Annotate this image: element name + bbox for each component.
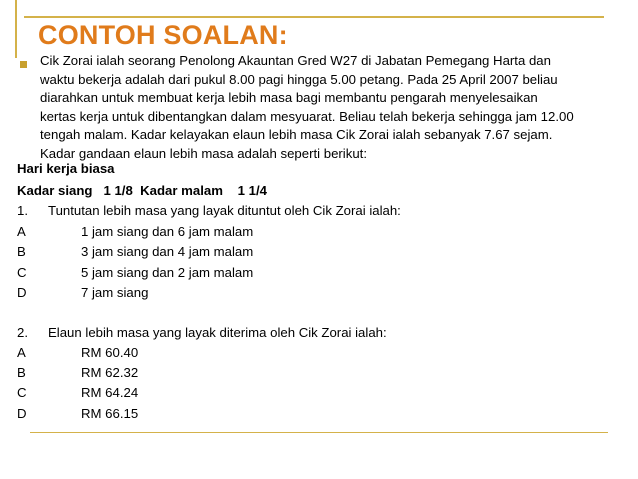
q1-option-c-text: 5 jam siang dan 2 jam malam	[81, 265, 254, 280]
square-bullet-icon	[20, 61, 27, 68]
slide-title: CONTOH SOALAN:	[38, 20, 288, 50]
paragraph-line: tengah malam. Kadar kelayakan elaun lebih masa Cik Zorai ialah sebanyak 7.67 sejam.	[40, 127, 553, 142]
q1-option-b-text: 3 jam siang dan 4 jam malam	[81, 244, 254, 259]
q1-option-a-letter: A	[17, 224, 26, 239]
paragraph-line: Cik Zorai ialah seorang Penolong Akauntan Gred W27 di Jabatan Pemegang Harta dan	[40, 53, 551, 68]
q1-option-b-letter: B	[17, 244, 26, 259]
hari-kerja-heading: Hari kerja biasa	[17, 161, 115, 176]
q2-option-a-letter: A	[17, 345, 26, 360]
q1-option-a-text: 1 jam siang dan 6 jam malam	[81, 224, 254, 239]
q2-option-b-text: RM 62.32	[81, 365, 139, 380]
question-1-text: Tuntutan lebih masa yang layak dituntut oleh Cik Zorai ialah:	[48, 203, 401, 218]
accent-bottom-line	[30, 432, 608, 433]
q1-option-d-text: 7 jam siang	[81, 285, 149, 300]
q2-option-d-text: RM 66.15	[81, 406, 139, 421]
question-1-number: 1.	[17, 203, 28, 218]
paragraph-line: kertas kerja untuk dibentangkan dalam mesyuarat. Beliau telah bekerja sehingga jam 12.00	[40, 108, 574, 124]
q2-option-c-letter: C	[17, 385, 27, 400]
q1-option-d-letter: D	[17, 285, 27, 300]
q2-option-c-text: RM 64.24	[81, 385, 139, 400]
paragraph-line: diarahkan untuk membuat kerja lebih masa bagi membantu pengarah menyelesaikan	[40, 90, 538, 105]
question-2-text: Elaun lebih masa yang layak diterima oleh Cik Zorai ialah:	[48, 325, 387, 340]
q2-option-d-letter: D	[17, 406, 27, 421]
question-2-number: 2.	[17, 325, 28, 340]
q1-option-c-letter: C	[17, 265, 27, 280]
question-paragraph	[40, 52, 618, 163]
kadar-rates: Kadar siang 1 1/8 Kadar malam 1 1/4	[17, 183, 267, 198]
accent-vertical-line	[15, 0, 17, 58]
accent-top-line	[24, 16, 604, 18]
q2-option-a-text: RM 60.40	[81, 345, 139, 360]
paragraph-line: Kadar gandaan elaun lebih masa adalah seperti berikut:	[40, 145, 367, 161]
q2-option-b-letter: B	[17, 365, 26, 380]
paragraph-line: waktu bekerja adalah dari pukul 8.00 pagi hingga 5.00 petang. Pada 25 April 2007 beliau	[40, 71, 558, 87]
